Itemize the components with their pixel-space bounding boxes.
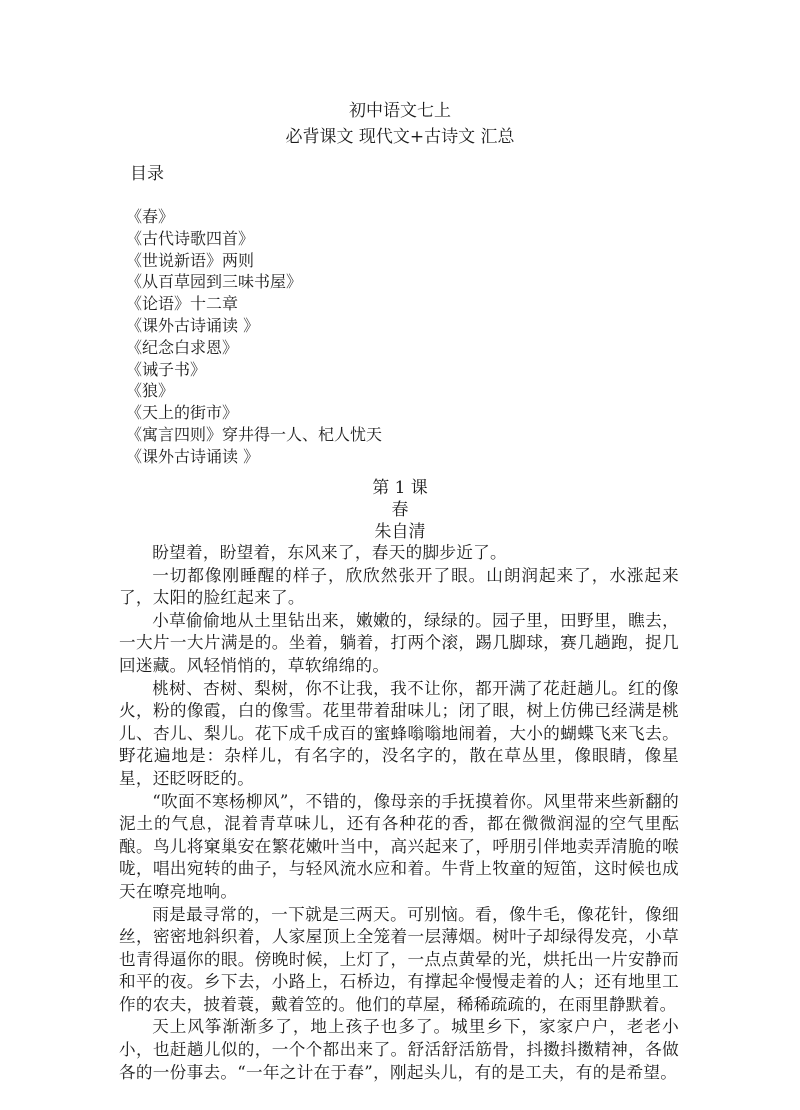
toc-heading: 目录 [130,164,164,184]
title-line-1: 初中语文七上 [349,101,451,121]
lesson-number: 第 1 课 [372,478,428,498]
paragraph: 雨是最寻常的，一下就是三两天。可别恼。看，像牛毛，像花针，像细丝，密密地斜织着，人家屋顶上全笼着一层薄烟。树叶子却绿得发亮，小草也青得逼你的眼。傍晚时候，上灯了，一点点黄晕的光，烘托出一片安静而和平的夜。乡下去，小路上，石桥边，有撑起伞慢慢走着的人；还有地里工作的农夫，披着蓑，戴着笠的。他们的草屋，稀稀疏疏的，在雨里静默着。 [119,904,679,1014]
lesson-title: 春 [391,500,409,520]
paragraph: 桃树、杏树、梨树，你不让我，我不让你，都开满了花赶趟儿。红的像火，粉的像霞，白的像雪。花里带着甜味儿；闭了眼，树上仿佛已经满是桃儿、杏儿、梨儿。花下成千成百的蜜蜂嗡嗡地闹着，大小的蝴蝶飞来飞去。野花遍地是：杂样儿，有名字的，没名字的，散在草丛里，像眼睛，像星星，还眨呀眨的。 [119,678,679,788]
toc-item: 《天上的街市》 [126,403,239,423]
paragraph: 一切都像刚睡醒的样子，欣欣然张开了眼。山朗润起来了，水涨起来了，太阳的脸红起来了。 [119,565,679,608]
toc-item: 《诫子书》 [126,359,207,379]
lesson-header [0,477,800,543]
paragraph: 小草偷偷地从土里钻出来，嫩嫩的，绿绿的。园子里，田野里，瞧去，一大片一大片满是的。坐着，躺着，打两个滚，踢几脚球，赛几趟跑，捉几回迷藏。风轻悄悄的，草软绵绵的。 [119,610,679,675]
toc-item: 《课外古诗诵读 》 [126,446,260,466]
toc-item: 《论语》十二章 [126,294,239,314]
title-line-2: 必背课文 现代文+古诗文 汇总 [285,127,515,147]
paragraph: 天上风筝渐渐多了，地上孩子也多了。城里乡下，家家户户，老老小小，也赶趟儿似的，一个个都出来了。舒活舒活筋骨，抖擞抖擞精神，各做各的一份事去。“一年之计在于春”，刚起头儿，有的是工夫，有的是希望。 [119,1017,679,1082]
table-of-contents [126,206,382,468]
toc-item: 《纪念白求恩》 [126,337,239,357]
toc-item: 《课外古诗诵读 》 [126,315,260,335]
toc-item: 《从百草园到三味书屋》 [126,272,303,292]
document-title [0,98,800,150]
toc-item: 《古代诗歌四首》 [126,228,255,248]
paragraph: “吹面不寒杨柳风”，不错的，像母亲的手抚摸着你。风里带来些新翻的泥土的气息，混着青草味儿，还有各种花的香，都在微微润湿的空气里酝酿。鸟儿将窠巢安在繁花嫩叶当中，高兴起来了，呼朋引伴地卖弄清脆的喉咙，唱出宛转的曲子，与轻风流水应和着。牛背上牧童的短笛，这时候也成天在嘹亮地响。 [119,791,679,901]
toc-item: 《世说新语》两则 [126,250,255,270]
paragraph: 盼望着，盼望着，东风来了，春天的脚步近了。 [152,543,507,562]
lesson-body [119,542,679,1084]
toc-item: 《狼》 [126,381,175,401]
lesson-author: 朱自清 [374,522,426,542]
toc-item: 《寓言四则》穿井得一人、杞人忧天 [126,424,383,444]
toc-item: 《春》 [126,207,175,226]
